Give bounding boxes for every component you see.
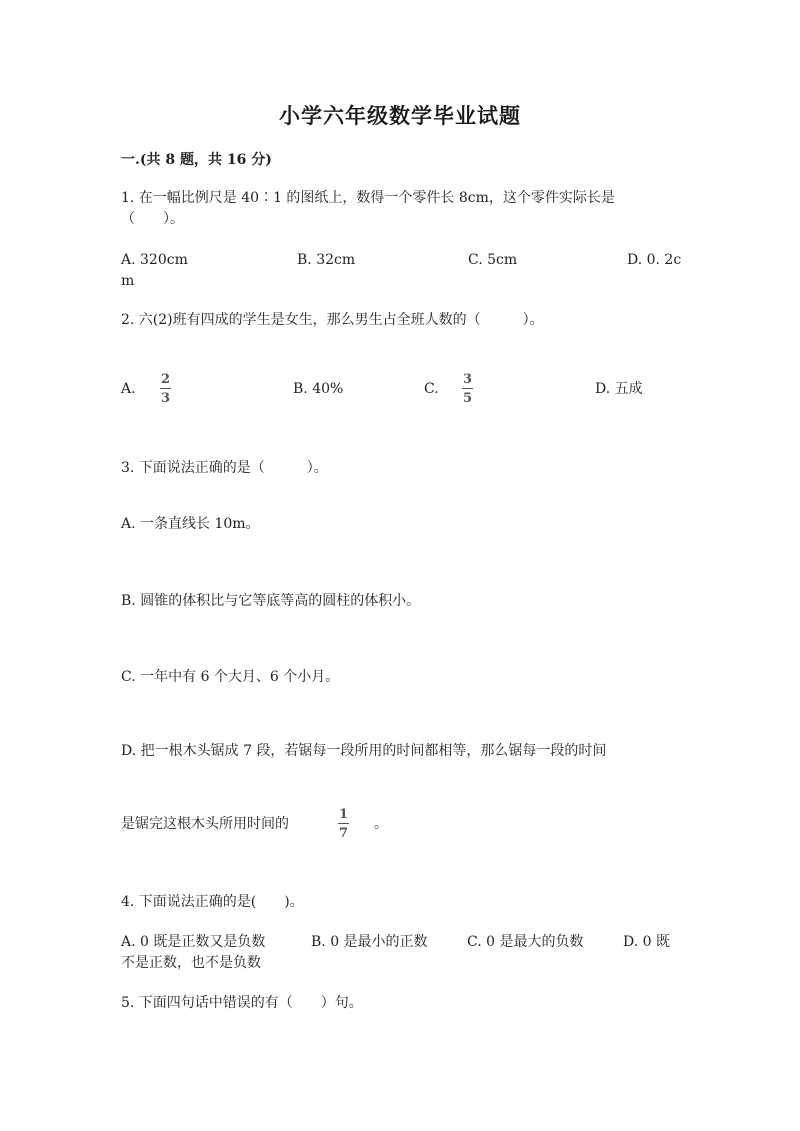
q3-option-d-end: 。 — [374, 816, 388, 832]
q2-stem: 2. 六(2)班有四成的学生是女生，那么男生占全班人数的（ ）。 — [121, 312, 544, 328]
q2-option-c-fraction — [462, 372, 473, 406]
q3-option-b: B. 圆锥的体积比与它等底等高的圆柱的体积小。 — [121, 593, 421, 609]
q4-stem: 4. 下面说法正确的是( )。 — [121, 894, 304, 910]
q4-option-c: C. 0 是最大的负数 — [467, 934, 584, 950]
q3-stem: 3. 下面说法正确的是（ ）。 — [121, 460, 328, 476]
q1-stem-line1: 1. 在一幅比例尺是 40∶1 的图纸上，数得一个零件长 8cm，这个零件实际长是 — [121, 190, 615, 206]
fraction-numerator: 1 — [338, 807, 349, 822]
q3-option-d-line2: 是锯完这根木头所用时间的 — [121, 816, 289, 832]
q4-option-d-wrap: 不是正数，也不是负数 — [121, 955, 261, 971]
q3-option-a: A. 一条直线长 10m。 — [121, 516, 260, 532]
q2-option-a-label: A. — [121, 381, 136, 397]
fraction-bar — [160, 388, 171, 389]
q5-stem: 5. 下面四句话中错误的有（ ）句。 — [121, 995, 363, 1011]
q2-option-d: D. 五成 — [595, 381, 643, 397]
q2-option-b: B. 40% — [293, 381, 344, 397]
q4-option-a: A. 0 既是正数又是负数 — [121, 934, 266, 950]
q4-option-d: D. 0 既 — [623, 934, 670, 950]
fraction-bar — [462, 388, 473, 389]
q4-option-b: B. 0 是最小的正数 — [311, 934, 428, 950]
q1-option-d-wrap: m — [121, 273, 135, 289]
q3-option-d-fraction — [338, 807, 349, 841]
q1-option-c: C. 5cm — [468, 252, 518, 268]
fraction-numerator: 2 — [160, 372, 171, 387]
fraction-denominator: 7 — [338, 826, 349, 841]
fraction-denominator: 3 — [160, 391, 171, 406]
section-header: 一.(共 8 题，共 16 分) — [121, 152, 272, 168]
q3-option-d-line1: D. 把一根木头锯成 7 段，若锯每一段所用的时间都相等，那么锯每一段的时间 — [121, 743, 607, 759]
q3-option-c: C. 一年中有 6 个大月、6 个小月。 — [121, 669, 340, 685]
page-title: 小学六年级数学毕业试题 — [279, 103, 521, 128]
q1-option-b: B. 32cm — [297, 252, 356, 268]
q1-option-d: D. 0. 2c — [627, 252, 682, 268]
q2-option-a-fraction — [160, 372, 171, 406]
q1-option-a: A. 320cm — [121, 252, 188, 268]
q1-stem-line2: （ ）。 — [121, 211, 184, 227]
fraction-numerator: 3 — [462, 372, 473, 387]
fraction-denominator: 5 — [462, 391, 473, 406]
q2-option-c-label: C. — [424, 381, 439, 397]
fraction-bar — [338, 823, 349, 824]
